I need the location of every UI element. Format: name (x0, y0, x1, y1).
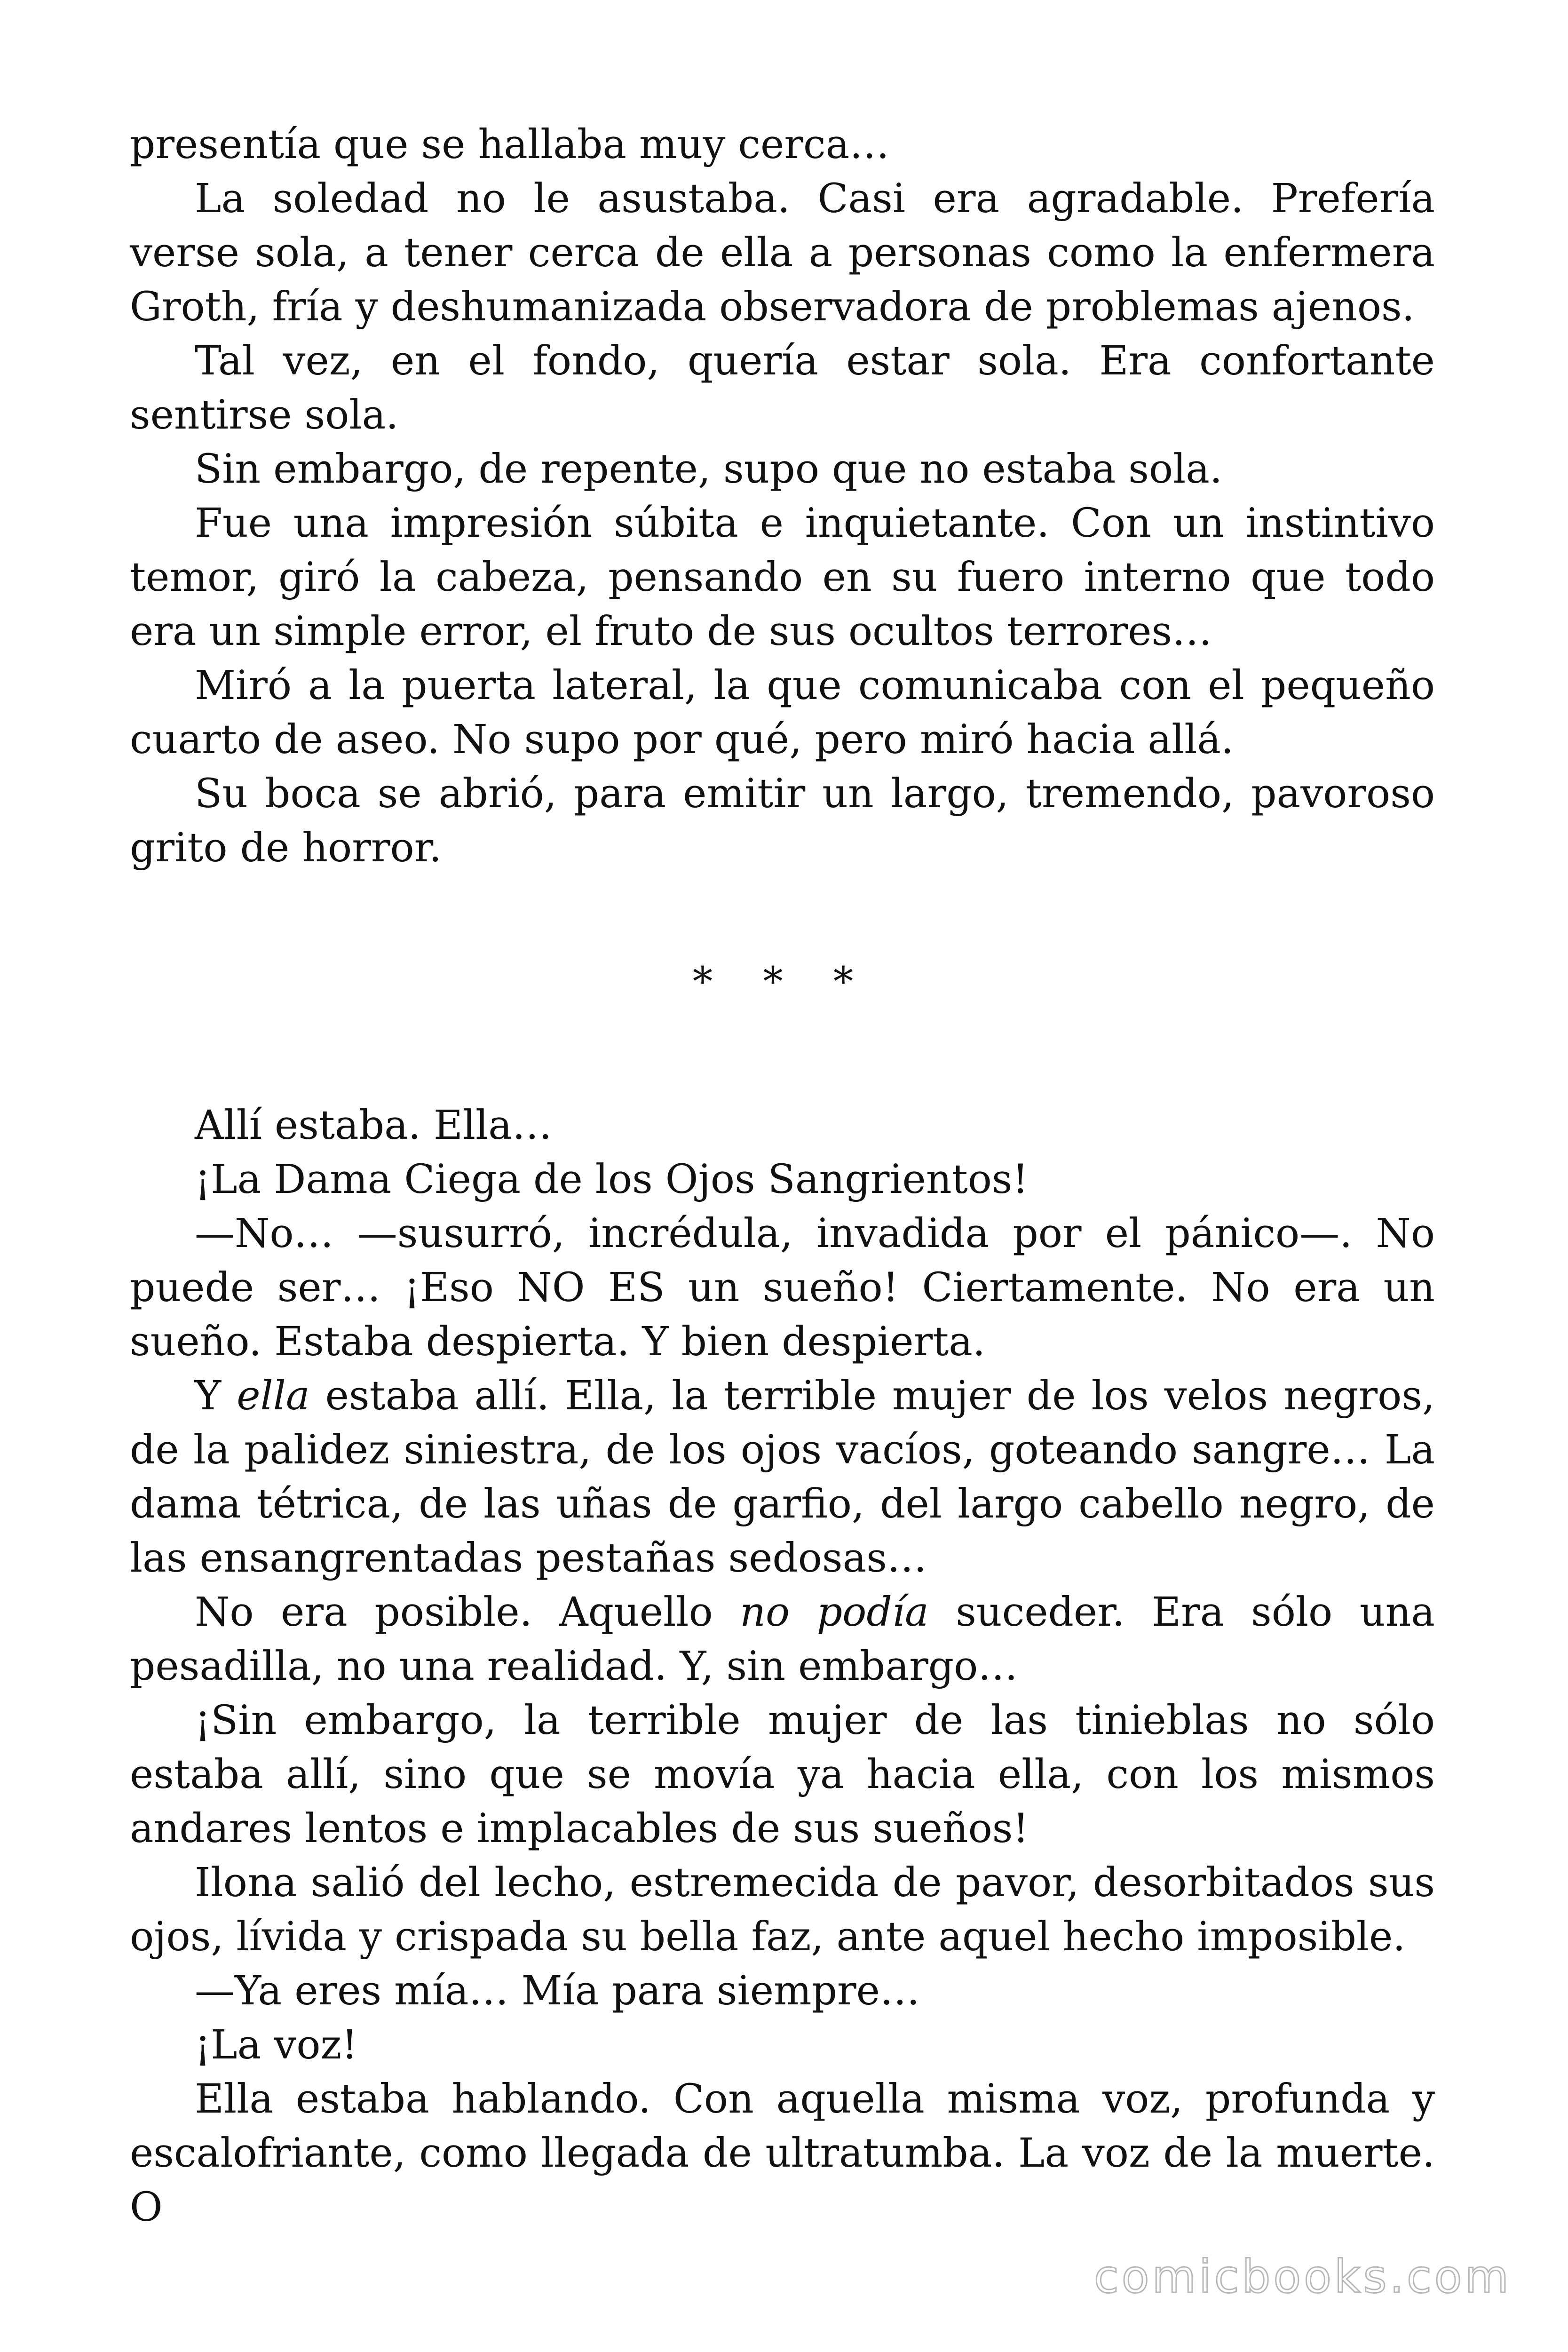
paragraph: Tal vez, en el fondo, quería estar sola. Era confortante sentirse sola. (130, 338, 1435, 438)
paragraph: ¡La Dama Ciega de los Ojos Sangrientos! (195, 1156, 1029, 1203)
paragraph: Sin embargo, de repente, supo que no estaba sola. (195, 446, 1222, 493)
paragraph: Su boca se abrió, para emitir un largo, tremendo, pavoroso grito de horror. (130, 771, 1435, 871)
section-break-asterisks: * * * (692, 959, 872, 1005)
paragraph: ¡Sin embargo, la terrible mujer de las tinieblas no sólo estaba allí, sino que se movía ya hacia ella, con los mismos andares lentos e implacables de sus sueños! (130, 1697, 1435, 1852)
text-block-before-break (130, 118, 1435, 875)
paragraph: Ilona salió del lecho, estremecida de pavor, desorbitados sus ojos, lívida y crispada su bella faz, ante aquel hecho imposible. (130, 1859, 1435, 1960)
paragraph: Fue una impresión súbita e inquietante. Con un instintivo temor, giró la cabeza, pensando en su fuero interno que todo era un simple error, el fruto de sus ocultos terrores… (130, 500, 1435, 655)
paragraph: Allí estaba. Ella… (195, 1102, 552, 1149)
paragraph (130, 1585, 1435, 1693)
text-block-after-break (130, 1098, 1435, 2234)
paragraph: Ella estaba hablando. Con aquella misma voz, profunda y escalofriante, como llegada de ultratumba. La voz de la muerte. O (130, 2076, 1435, 2231)
paragraph (130, 1369, 1435, 1585)
paragraph: ¡La voz! (195, 2022, 358, 2068)
paragraph: La soledad no le asustaba. Casi era agradable. Prefería verse sola, a tener cerca de ella a personas como la enfermera Groth, fría y deshumanizada observadora de problemas ajenos. (130, 175, 1435, 330)
text-run: No era posible. Aquello (195, 1589, 740, 1636)
watermark-text: comicbooks.com (1093, 2250, 1512, 2303)
italic-text: no podía (740, 1589, 929, 1636)
italic-text: ella (237, 1373, 310, 1419)
text-run: suceder. Era sólo una pesadilla, no una realidad. Y, sin embargo… (130, 1589, 1435, 1690)
text-run: Y (195, 1373, 237, 1419)
paragraph: —No… —susurró, incrédula, invadida por el pánico—. No puede ser… ¡Eso NO ES un sueño! Ciertamente. No era un sueño. Estaba despierta. Y bien despierta. (130, 1210, 1435, 1365)
paragraph: presentía que se hallaba muy cerca… (130, 121, 890, 168)
paragraph: —Ya eres mía… Mía para siempre… (195, 1968, 920, 2014)
text-run: estaba allí. Ella, la terrible mujer de los velos negros, de la palidez siniestra, de los ojos vacíos, goteando sangre… La dama tétrica, de las uñas de garfio, del largo cabello negro, de las ensangrentadas pestañas sedosas… (130, 1373, 1435, 1581)
paragraph: Miró a la puerta lateral, la que comunicaba con el pequeño cuarto de aseo. No supo por qué, pero miró hacia allá. (130, 662, 1435, 763)
